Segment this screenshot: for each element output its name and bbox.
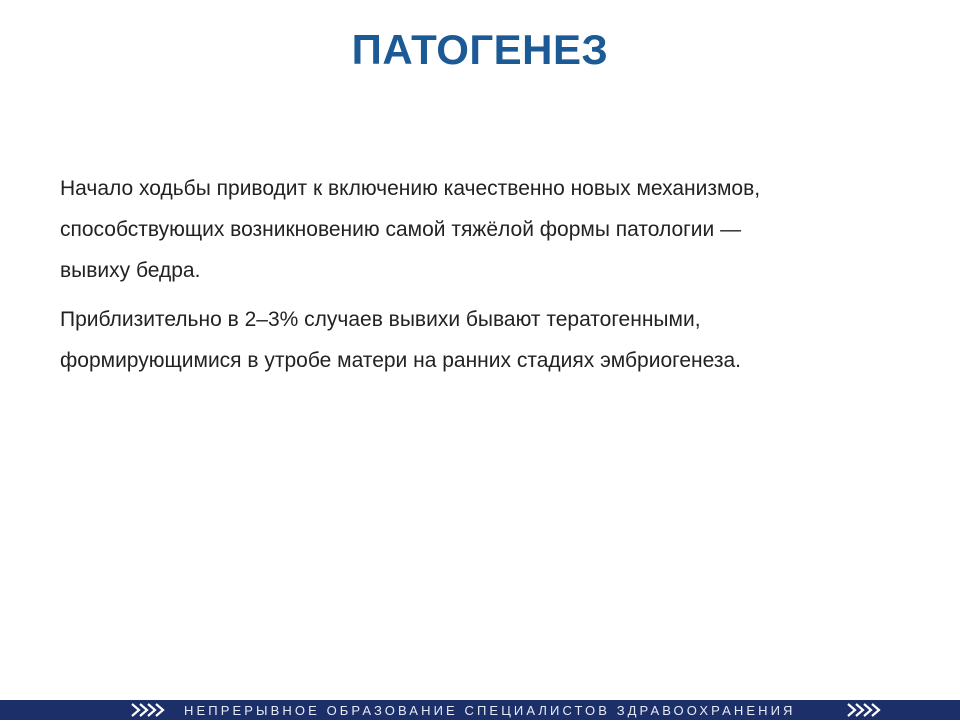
paragraph-line: Приблизительно в 2–3% случаев вывихи бывают тератогенными, [60,308,701,331]
paragraph-line: способствующих возникновению самой тяжёлой формы патологии — [60,218,742,241]
paragraph-walking-onset [60,168,880,291]
double-chevron-right-icon [130,703,168,717]
paragraph-line: формирующимися в утробе матери на ранних стадиях эмбриогенеза. [60,349,741,372]
paragraph-line: вывиху бедра. [60,259,201,282]
paragraph-line: Начало ходьбы приводит к включению качественно новых механизмов, [60,177,761,200]
footer-bar [0,700,960,720]
footer-text: НЕПРЕРЫВНОЕ ОБРАЗОВАНИЕ СПЕЦИАЛИСТОВ ЗДРАВООХРАНЕНИЯ [184,703,796,718]
slide-title: ПАТОГЕНЕЗ [351,26,609,73]
double-chevron-right-icon [846,703,884,717]
slide-body [60,168,880,389]
paragraph-teratogenic [60,299,880,381]
